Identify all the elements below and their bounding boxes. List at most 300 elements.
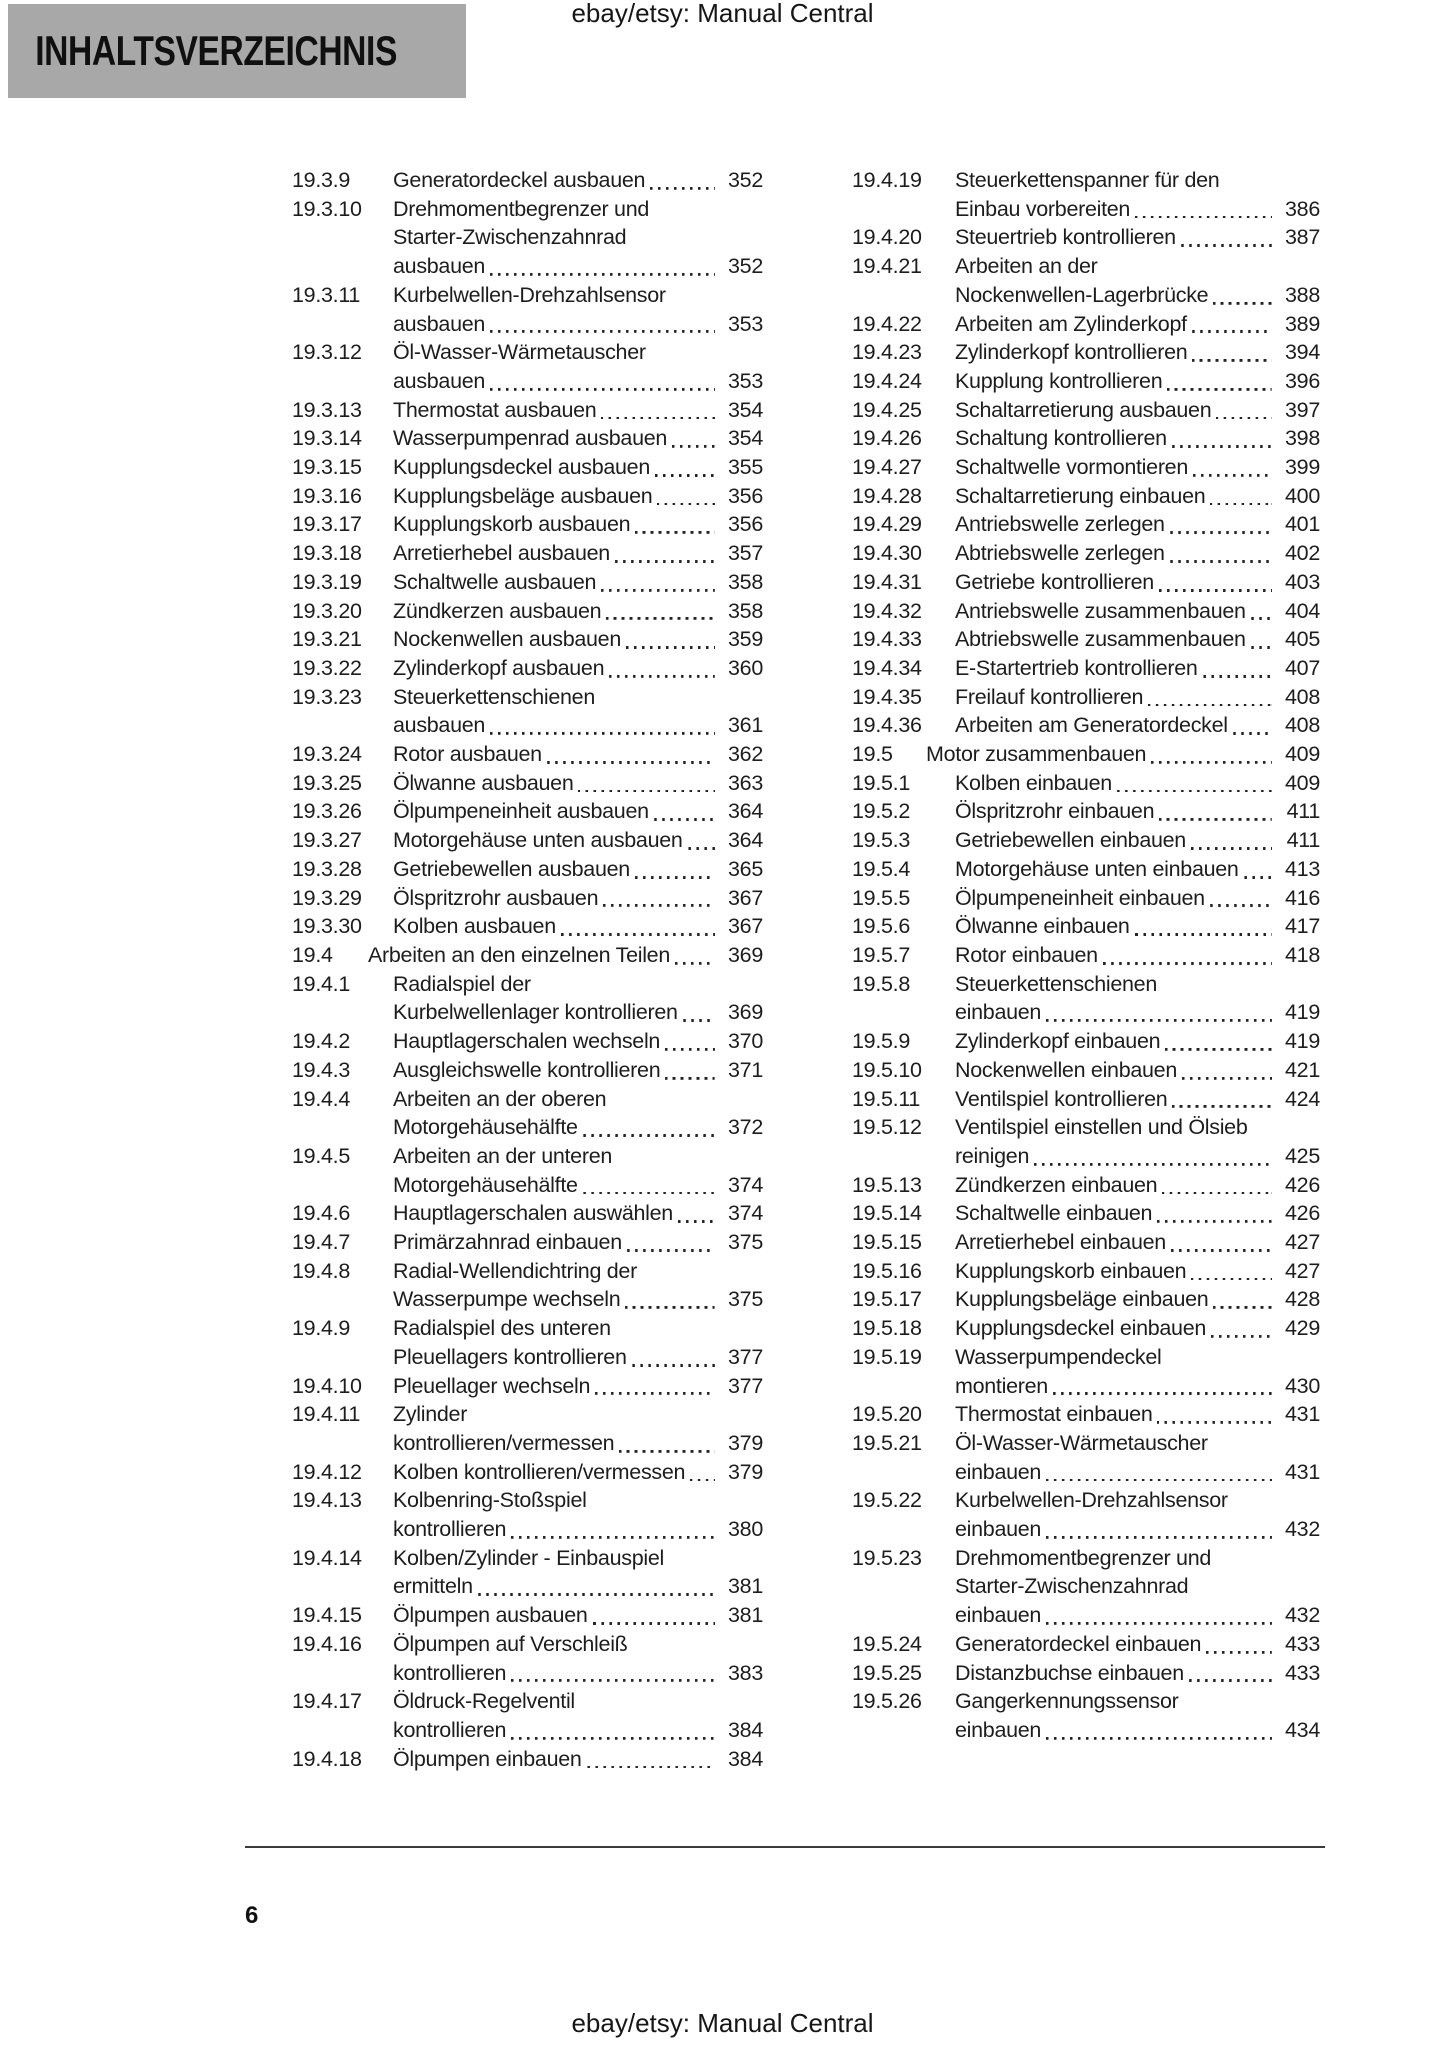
toc-entry-page: 370 [728,1029,763,1054]
toc-entry-title-line: Arbeiten an der unteren [393,1143,613,1168]
toc-entry-title-line: Antriebswelle zerlegen [955,512,1165,537]
toc-entry [852,769,1320,798]
toc-entry [852,597,1320,626]
toc-entry-number: 19.5.16 [852,1258,922,1283]
toc-entry-page: 419 [1285,1029,1320,1054]
dot-leader [478,1593,715,1596]
toc-entry-title-line: Drehmomentbegrenzer und [393,196,650,221]
dot-leader [1148,704,1272,707]
dot-leader [1233,732,1272,735]
toc-entry [292,482,763,511]
toc-entry-number: 19.3.26 [292,799,362,824]
toc-entry [852,1285,1320,1314]
toc-entry-number: 19.3.20 [292,598,362,623]
toc-entry-title-line: Generatordeckel ausbauen [393,168,646,192]
toc-entry-title-line: Steuertrieb kontrollieren [955,225,1176,250]
toc-entry-title-line: einbauen [955,1717,1042,1742]
toc-entry-title-line: Ölwanne einbauen [955,914,1130,939]
dot-leader [635,876,715,879]
dot-leader [583,1134,715,1137]
toc-entry [852,367,1320,396]
toc-entry-title-line: ausbauen [393,254,486,279]
dot-leader [587,1766,715,1769]
dot-leader [1170,531,1272,534]
toc-entry-title-line: Motor zusammenbauen [926,742,1147,767]
toc-entry-title-line: Kolben einbauen [955,770,1112,795]
toc-entry-page: 407 [1285,655,1320,680]
toc-entry-page: 403 [1285,569,1320,594]
toc-entry-number: 19.4 [292,942,333,967]
page-title: INHALTSVERZEICHNIS [35,27,397,74]
toc-entry-number: 19.4.31 [852,569,922,594]
toc-entry [292,1257,763,1314]
toc-entry-number: 19.3.12 [292,340,362,365]
dot-leader [1046,1737,1272,1740]
toc-entry-title-line: Nockenwellen einbauen [955,1057,1178,1082]
toc-entry-title-line: ausbauen [393,311,486,336]
toc-entry-number: 19.4.7 [292,1230,350,1255]
dot-leader [1046,1536,1272,1539]
toc-entry [852,711,1320,740]
toc-entry-number: 19.5.17 [852,1287,922,1312]
toc-entry [292,826,763,855]
toc-entry-number: 19.4.27 [852,455,922,480]
dot-leader [561,933,715,936]
footer-divider [245,1846,1325,1848]
dot-leader [657,503,715,506]
toc-entry-number: 19.4.9 [292,1316,350,1341]
dot-leader [1103,962,1272,965]
toc-entry [852,396,1320,425]
toc-entry-number: 19.4.18 [292,1746,362,1771]
toc-entry-page: 375 [728,1230,763,1255]
toc-entry-number: 19.4.25 [852,397,922,422]
toc-entry-number: 19.4.24 [852,368,922,393]
toc-entry-title-line: Schaltwelle vormontieren [955,455,1188,480]
toc-entry-page: 367 [728,914,763,939]
toc-entry [852,1113,1320,1170]
toc-entry-page: 432 [1285,1603,1320,1628]
toc-entry-title-line: Einbau vorbereiten [955,196,1131,221]
toc-entry-title-line: Ölspritzrohr einbauen [955,799,1155,824]
dot-leader [1193,474,1272,477]
toc-entry-number: 19.5.23 [852,1545,922,1570]
dot-leader [1135,216,1272,219]
toc-entry-title-line: Ausgleichswelle kontrollieren [393,1057,661,1082]
toc-entry-number: 19.3.14 [292,426,362,451]
toc-entry-number: 19.4.17 [292,1689,362,1714]
toc-entry-title-line: Radialspiel des unteren [393,1316,611,1341]
dot-leader [688,847,715,850]
toc-entry-title-line: Drehmomentbegrenzer und [955,1545,1212,1570]
toc-entry-page: 361 [728,713,763,738]
toc-entry-number: 19.4.5 [292,1143,350,1168]
toc-entry [292,1458,763,1487]
toc-entry-number: 19.3.21 [292,627,362,652]
dot-leader [490,330,715,333]
toc-entry-title-line: Getriebewellen ausbauen [393,856,630,881]
toc-entry-title-line: Kupplungskorb einbauen [955,1258,1187,1283]
toc-entry-page: 401 [1285,512,1320,537]
toc-entry-title-line: Freilauf kontrollieren [955,684,1144,709]
toc-entry-title-line: ausbauen [393,368,486,393]
toc-entry [852,166,1320,223]
dot-leader [1210,904,1272,907]
toc-entry-title-line: Ölpumpen einbauen [393,1746,582,1771]
toc-entry-title-line: kontrollieren/vermessen [393,1430,615,1455]
toc-entry [852,1429,1320,1486]
dot-leader [1251,617,1272,620]
dot-leader [1135,933,1272,936]
dot-leader [1046,1479,1272,1482]
toc-entry [292,1544,763,1601]
dot-leader [665,1048,715,1051]
toc-entry-title-line: Wasserpumpe wechseln [393,1287,621,1312]
toc-entry-number: 19.3.28 [292,856,362,881]
toc-entry [292,740,763,769]
toc-entry-page: 402 [1285,541,1320,566]
dot-leader [654,818,715,821]
dot-leader [650,187,715,190]
dot-leader [1170,560,1272,563]
toc-entry [852,1486,1320,1543]
toc-entry-title-line: Starter-Zwischenzahnrad [955,1574,1189,1599]
toc-entry-page: 396 [1285,368,1320,393]
toc-entry-title-line: Kupplungskorb ausbauen [393,512,631,537]
dot-leader [1034,1163,1272,1166]
toc-entry-title-line: ermitteln [393,1574,473,1599]
toc-entry-number: 19.5.3 [852,828,910,853]
toc-entry-page: 374 [728,1201,763,1226]
toc-entry-page: 397 [1285,397,1320,422]
toc-column-left [292,166,763,1773]
toc-entry-title-line: Öl-Wasser-Wärmetauscher [393,340,646,365]
toc-entry [292,597,763,626]
toc-entry [852,797,1320,826]
dot-leader [1211,1335,1272,1338]
toc-entry-page: 408 [1285,684,1320,709]
dot-leader [1206,1651,1272,1654]
toc-entry-number: 19.3.16 [292,483,362,508]
toc-entry-title-line: Primärzahnrad einbauen [393,1230,622,1255]
dot-leader [1157,1421,1272,1424]
toc-entry-title-line: Getriebewellen einbauen [955,828,1186,853]
toc-entry-page: 411 [1286,828,1320,853]
dot-leader [1191,1278,1272,1281]
toc-entry-title-line: Generatordeckel einbauen [955,1631,1202,1656]
toc-entry-number: 19.4.19 [852,168,922,192]
toc-entry-number: 19.5.20 [852,1402,922,1427]
toc-entry-number: 19.5.13 [852,1172,922,1197]
toc-entry-number: 19.5.6 [852,914,910,939]
toc-entry-page: 377 [728,1344,763,1369]
toc-entry-page: 417 [1285,914,1320,939]
dot-leader [1159,589,1272,592]
toc-entry-number: 19.5.24 [852,1631,922,1656]
toc-entry-number: 19.5.5 [852,885,910,910]
toc-entry [852,510,1320,539]
toc-entry-number: 19.4.1 [292,971,350,996]
toc-entry-number: 19.3.19 [292,569,362,594]
dot-leader [1151,761,1272,764]
toc-entry-page: 400 [1285,483,1320,508]
toc-entry-title-line: Arretierhebel ausbauen [393,541,610,566]
toc-entry-page: 394 [1285,340,1320,365]
toc-entry-title-line: einbauen [955,1603,1042,1628]
toc-entry-title-line: Radial-Wellendichtring der [393,1258,637,1283]
toc-entry-title-line: Arretierhebel einbauen [955,1230,1166,1255]
toc-entry-title-line: Thermostat einbauen [955,1402,1153,1427]
dot-leader [593,1622,715,1625]
toc-entry-page: 388 [1285,282,1320,307]
toc-entry-title-line: Rotor ausbauen [393,742,542,767]
toc-entry-number: 19.4.26 [852,426,922,451]
toc-entry-title-line: Ventilspiel einstellen und Ölsieb [955,1115,1248,1140]
toc-entry-title-line: Arbeiten an der [955,254,1098,279]
toc-entry [852,568,1320,597]
toc-entry-title-line: Zündkerzen ausbauen [393,598,602,623]
dot-leader [1182,1077,1272,1080]
toc-entry-page: 352 [728,168,763,192]
toc-entry [292,1601,763,1630]
toc-entry-number: 19.3.11 [292,282,361,307]
toc-entry-title-line: Hauptlagerschalen wechseln [393,1029,661,1054]
dot-leader [1117,790,1272,793]
toc-entry-page: 352 [728,254,763,279]
toc-entry-number: 19.4.14 [292,1545,362,1570]
toc-entry-page: 389 [1285,311,1320,336]
toc-entry-page: 360 [728,655,763,680]
toc-entry-number: 19.4.30 [852,541,922,566]
toc-entry-number: 19.5.7 [852,942,910,967]
toc-entry [292,625,763,654]
toc-entry-title-line: einbauen [955,1000,1042,1025]
toc-entry-title-line: Kolben ausbauen [393,914,556,939]
toc-entry-number: 19.4.34 [852,655,922,680]
toc-entry [292,1314,763,1371]
toc-entry-title-line: Antriebswelle zusammenbauen [955,598,1246,623]
toc-entry-number: 19.3.18 [292,541,362,566]
dot-leader [655,474,715,477]
dot-leader [675,962,715,965]
toc-entry-page: 431 [1285,1402,1320,1427]
toc-entry-page: 404 [1285,598,1320,623]
toc-entry-title-line: Ölpumpen ausbauen [393,1603,588,1628]
toc-entry [852,1630,1320,1659]
dot-leader [1046,1622,1272,1625]
toc-entry-page: 354 [728,426,763,451]
dot-leader [1216,417,1272,420]
toc-entry-title-line: Starter-Zwischenzahnrad [393,225,627,250]
toc-entry-title-line: Schaltung kontrollieren [955,426,1167,451]
toc-entry [852,453,1320,482]
dot-leader [625,1306,715,1309]
toc-entry-title-line: einbauen [955,1459,1042,1484]
toc-entry-title-line: Steuerkettenspanner für den [955,168,1220,192]
toc-entry-number: 19.5.10 [852,1057,922,1082]
toc-entry-title-line: Wasserpumpendeckel [955,1344,1162,1369]
toc-entry-page: 363 [728,770,763,795]
dot-leader [601,589,715,592]
toc-entry-title-line: Zündkerzen einbauen [955,1172,1158,1197]
dot-leader [690,1479,715,1482]
toc-entry [292,1745,763,1774]
toc-entry-page: 372 [728,1115,763,1140]
toc-entry-page: 355 [728,455,763,480]
toc-entry-number: 19.4.20 [852,225,922,250]
toc-entry-number: 19.5.25 [852,1660,922,1685]
dot-leader [1165,1048,1272,1051]
toc-entry-title-line: Motorgehäusehälfte [393,1115,578,1140]
dot-leader [606,617,715,620]
toc-entry-title-line: Ölspritzrohr ausbauen [393,885,599,910]
toc-entry-title-line: Motorgehäuse unten ausbauen [393,828,683,853]
dot-leader [683,1019,715,1022]
toc-entry-title-line: Thermostat ausbauen [393,397,597,422]
toc-entry-title-line: kontrollieren [393,1517,507,1542]
toc-entry [292,1630,763,1687]
toc-entry-title-line: montieren [955,1373,1048,1398]
dot-leader [1244,876,1272,879]
toc-entry-title-line: Motorgehäuse unten einbauen [955,856,1239,881]
dot-leader [678,1220,715,1223]
toc-entry [292,1400,763,1457]
toc-entry [852,654,1320,683]
toc-entry-page: 384 [728,1746,763,1771]
toc-entry-page: 381 [728,1603,763,1628]
toc-entry-title-line: Schaltwelle einbauen [955,1201,1153,1226]
toc-entry-title-line: Kurbelwellen-Drehzahlsensor [393,282,666,307]
toc-entry [852,1687,1320,1744]
toc-entry-number: 19.3.24 [292,742,362,767]
dot-leader [609,675,715,678]
document-title-footer: ebay/etsy: Manual Central [571,2008,874,2038]
toc-entry-number: 19.5.19 [852,1344,922,1369]
toc-entry-page: 374 [728,1172,763,1197]
toc-entry [852,1314,1320,1343]
toc-entry-page: 371 [728,1057,763,1082]
dot-leader [1192,359,1272,362]
toc-entry-title-line: Wasserpumpenrad ausbauen [393,426,668,451]
toc-entry [292,338,763,395]
toc-entry-title-line: Kolben kontrollieren/vermessen [393,1459,686,1484]
dot-leader [1172,445,1272,448]
toc-entry [292,970,763,1027]
page-number: 6 [245,1902,259,1929]
toc-entry-page: 379 [728,1459,763,1484]
toc-entry-number: 19.5.9 [852,1029,910,1054]
dot-leader [1251,646,1272,649]
toc-entry-title-line: Rotor einbauen [955,942,1098,967]
toc-entry-number: 19.5.12 [852,1115,922,1140]
toc-entry-title-line: Ölpumpeneinheit einbauen [955,885,1205,910]
toc-entry-number: 19.4.23 [852,340,922,365]
document-title-header: ebay/etsy: Manual Central [571,0,874,28]
toc-entry-page: 427 [1285,1230,1320,1255]
toc-entry-number: 19.3.30 [292,914,362,939]
toc-entry-page: 433 [1285,1631,1320,1656]
dot-leader [619,1450,715,1453]
toc-entry-title-line: Steuerkettenschienen [955,971,1157,996]
toc-entry-number: 19.3.29 [292,885,362,910]
toc-entry-title-line: Radialspiel der [393,971,531,996]
toc-entry-title-line: Arbeiten am Zylinderkopf [955,311,1187,336]
dot-leader [490,732,715,735]
dot-leader [511,1536,715,1539]
toc-entry [292,912,763,941]
dot-leader [632,1364,715,1367]
toc-entry-title-line: Kupplungsbeläge ausbauen [393,483,653,508]
toc-entry [852,1085,1320,1114]
toc-entry-title-line: Kurbelwellenlager kontrollieren [393,1000,678,1025]
toc-entry [292,195,763,281]
dot-leader [1203,675,1272,678]
toc-entry-number: 19.3.9 [292,168,350,192]
toc-entry [292,654,763,683]
dot-leader [1162,1192,1272,1195]
toc-entry-page: 365 [728,856,763,881]
toc-entry [292,539,763,568]
toc-entry-title-line: kontrollieren [393,1660,507,1685]
toc-entry-number: 19.5.18 [852,1316,922,1341]
dot-leader [603,904,715,907]
toc-entry-title-line: Zylinderkopf einbauen [955,1029,1161,1054]
toc-entry-number: 19.3.17 [292,512,362,537]
toc-entry-number: 19.4.10 [292,1373,362,1398]
toc-entry-page: 379 [728,1430,763,1455]
dot-leader [511,1737,715,1740]
toc-entry-title-line: Öldruck-Regelventil [393,1689,575,1714]
toc-entry [292,1372,763,1401]
toc-entry-page: 409 [1285,742,1320,767]
toc-entry-number: 19.3.23 [292,684,362,709]
toc-entry-page: 405 [1285,627,1320,652]
toc-entry-number: 19.5.22 [852,1488,922,1513]
dot-leader [490,388,715,391]
toc-entry-number: 19.5.14 [852,1201,922,1226]
toc-entry-page: 409 [1285,770,1320,795]
toc-entry-number: 19.3.25 [292,770,362,795]
toc-entry-title-line: Schaltwelle ausbauen [393,569,597,594]
toc-entry-number: 19.4.28 [852,483,922,508]
toc-entry-title-line: Arbeiten an der oberen [393,1086,607,1111]
toc-entry-title-line: einbauen [955,1517,1042,1542]
toc-entry-title-line: Ventilspiel kontrollieren [955,1086,1168,1111]
toc-entry [852,1056,1320,1085]
toc-entry-page: 356 [728,512,763,537]
toc-entry [852,740,1320,769]
toc-entry-title-line: Nockenwellen ausbauen [393,627,621,652]
dot-leader [1159,818,1272,821]
toc-entry [852,683,1320,712]
toc-entry-number: 19.3.13 [292,397,362,422]
toc-entry-title-line: Distanzbuchse einbauen [955,1660,1184,1685]
toc-entry [852,625,1320,654]
toc-entry [852,310,1320,339]
toc-entry [852,1400,1320,1429]
dot-leader [1210,503,1272,506]
dot-leader [1172,1105,1272,1108]
toc-entry-page: 413 [1285,856,1320,881]
toc-entry-page: 353 [728,368,763,393]
toc-entry-page: 411 [1286,799,1320,824]
toc-entry [292,1056,763,1085]
toc-entry-number: 19.4.11 [292,1402,361,1427]
toc-entry-page: 429 [1285,1316,1320,1341]
toc-entry-number: 19.3.22 [292,655,362,680]
toc-entry-number: 19.4.4 [292,1086,350,1111]
toc-entry-page: 433 [1285,1660,1320,1685]
